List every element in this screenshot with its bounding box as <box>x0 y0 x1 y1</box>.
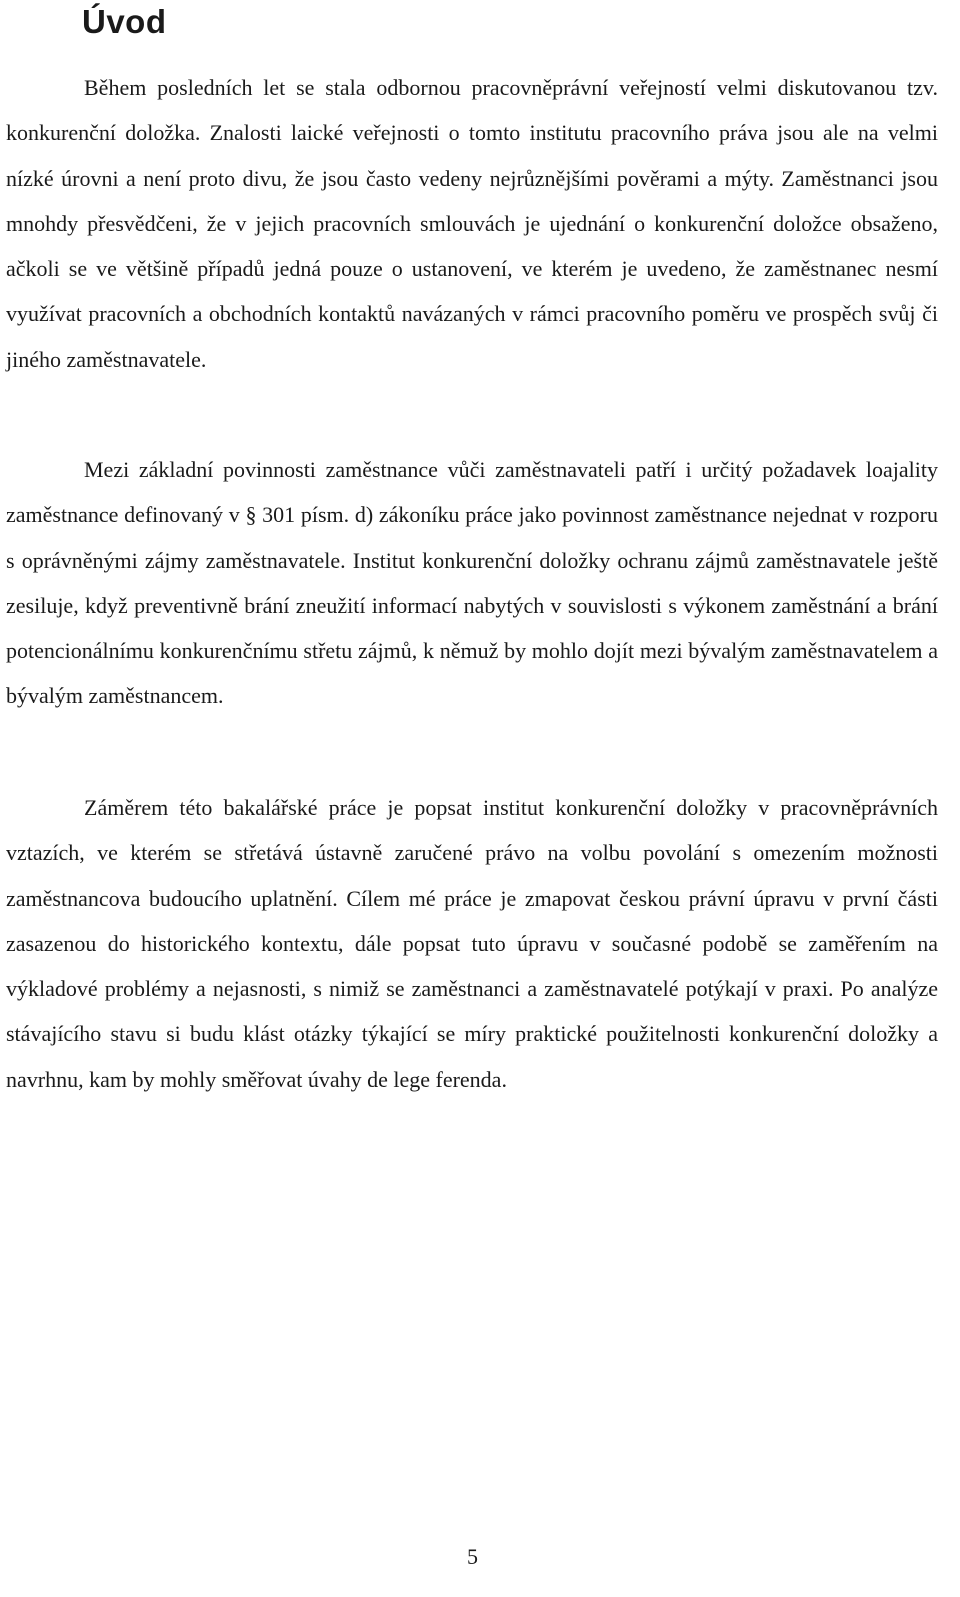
page-title: Úvod <box>82 3 167 40</box>
paragraph-loyalty: Mezi základní povinnosti zaměstnance vůči zaměstnavateli patří i určitý požadavek loajality zaměstnance definovaný v § 301 písm. d) zákoníku práce jako povinnost zaměstnance nejednat v rozporu s oprávněnými zájmy zaměstnavatele. Institut konkurenční doložky ochranu zájmů zaměstnavatele ještě zesiluje, když preventivně brání zneužití informací nabytých v souvislosti s výkonem zaměstnání a brání potencionálnímu konkurenčnímu střetu zájmů, k němuž by mohlo dojít mezi bývalým zaměstnavatelem a bývalým zaměstnancem. <box>6 457 938 709</box>
page-number: 5 <box>467 1544 478 1569</box>
paragraph-aim: Záměrem této bakalářské práce je popsat institut konkurenční doložky v pracovněprávních vztazích, ve kterém se střetává ústavně zaručené právo na volbu povolání s omezením možnosti zaměstnancova budoucího uplatnění. Cílem mé práce je zmapovat českou právní úpravu v první části zasazenou do historického kontextu, dále popsat tuto úpravu v současné podobě se zaměřením na výkladové problémy a nejasnosti, s nimiž se zaměstnanci a zaměstnavatelé potýkají v praxi. Po analýze stávajícího stavu si budu klást otázky týkající se míry praktické použitelnosti konkurenční doložky a navrhnu, kam by mohly směřovat úvahy de lege ferenda. <box>6 795 938 1092</box>
paragraph-intro: Během posledních let se stala odbornou pracovněprávní veřejností velmi diskutovanou tzv. konkurenční doložka. Znalosti laické veřejnosti o tomto institutu pracovního práva jsou ale na velmi nízké úrovni a není proto divu, že jsou často vedeny nejrůznějšími pověrami a mýty. Zaměstnanci jsou mnohdy přesvědčeni, že v jejich pracovních smlouvách je ujednání o konkurenční doložce obsaženo, ačkoli se ve většině případů jedná pouze o ustanovení, ve kterém je uvedeno, že zaměstnanec nesmí využívat pracovních a obchodních kontaktů navázaných v rámci pracovního poměru ve prospěch svůj či jiného zaměstnavatele. <box>6 75 938 372</box>
